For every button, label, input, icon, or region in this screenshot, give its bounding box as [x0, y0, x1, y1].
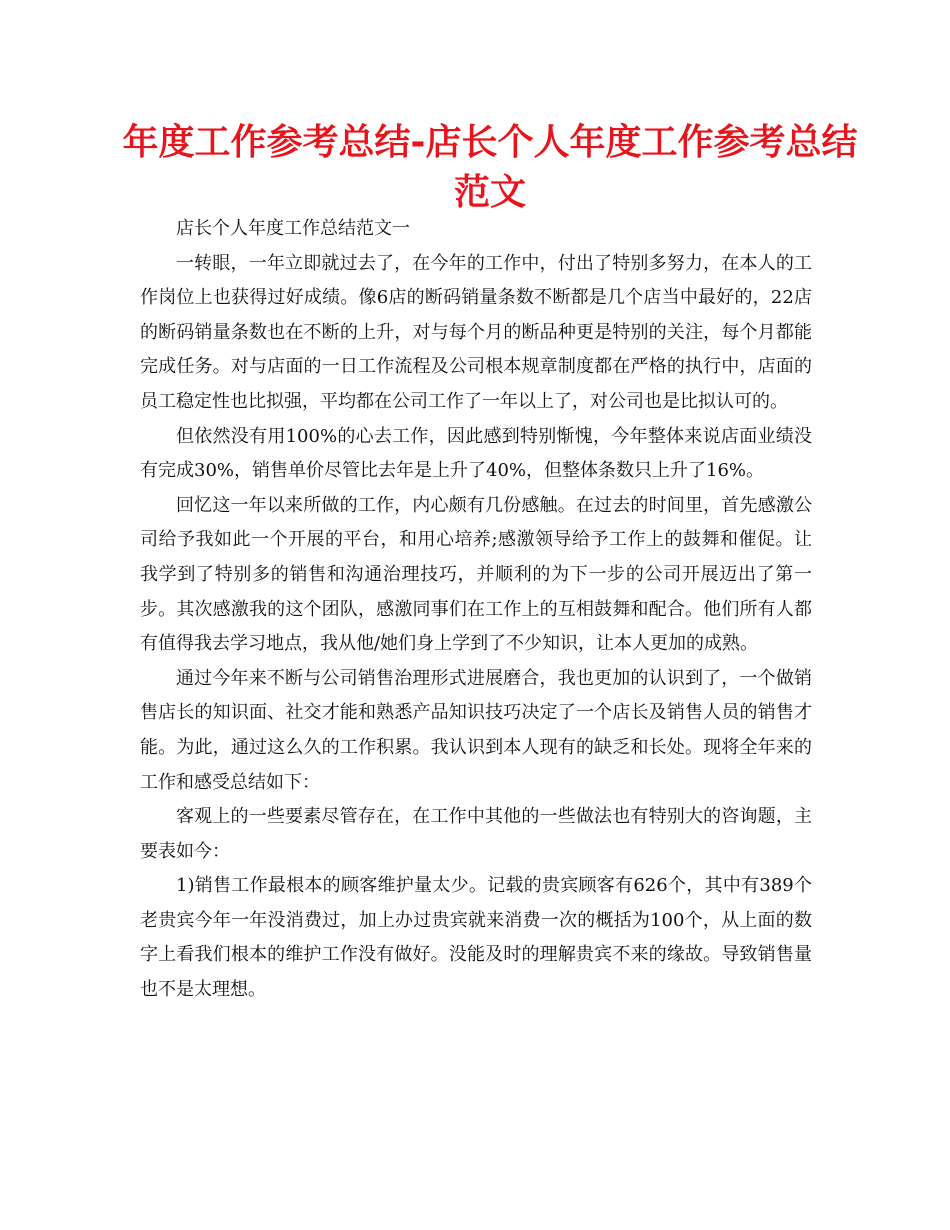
paragraph: 一转眼，一年立即就过去了，在今年的工作中，付出了特别多努力，在本人的工作岗位上也获得过好成绩。像6店的断码销量条数不断都是几个店当中最好的，22店的断码销量条数也在不断的上升，对与每个月的断品种更是特别的关注，每个月都能完成任务。对与店面的一日工作流程及公司根本规章制度都在严格的执行中，店面的员工稳定性也比拟强，平均都在公司工作了一年以上了，对公司也是比拟认可的。	[140, 252, 812, 412]
paragraph: 通过今年来不断与公司销售治理形式进展磨合，我也更加的认识到了，一个做销售店长的知识面、社交才能和熟悉产品知识技巧决定了一个店长及销售人员的销售才能。为此，通过这么久的工作积累。我认识到本人现有的缺乏和长处。现将全年来的工作和感受总结如下：	[140, 667, 812, 793]
paragraph: 但依然没有用100%的心去工作，因此感到特别惭愧，今年整体来说店面业绩没有完成30%，销售单价尽管比去年是上升了40%，但整体条数只上升了16%。	[140, 425, 812, 482]
section-heading: 店长个人年度工作总结范文一	[176, 218, 410, 239]
paragraph: 客观上的一些要素尽管存在，在工作中其他的一些做法也有特别大的咨询题，主要表如今：	[140, 806, 812, 862]
paragraph: 1)销售工作最根本的顾客维护量太少。记载的贵宾顾客有626个，其中有389个老贵宾今年一年没消费过，加上办过贵宾就来消费一次的概括为100个，从上面的数字上看我们根本的维护工作没有做好。没能及时的理解贵宾不来的缘故。导致销售量也不是太理想。	[140, 875, 812, 1001]
paragraph: 回忆这一年以来所做的工作，内心颇有几份感触。在过去的时间里，首先感激公司给予我如此一个开展的平台，和用心培养;感激领导给予工作上的鼓舞和催促。让我学到了特别多的销售和沟通治理技巧，并顺利的为下一步的公司开展迈出了第一步。其次感激我的这个团队，感激同事们在工作上的互相鼓舞和配合。他们所有人都有值得我去学习地点，我从他/她们身上学到了不少知识，让本人更加的成熟。	[140, 494, 812, 655]
document-title: 年度工作参考总结-店长个人年度工作参考总结范文	[122, 122, 858, 213]
document-body	[140, 212, 812, 1008]
